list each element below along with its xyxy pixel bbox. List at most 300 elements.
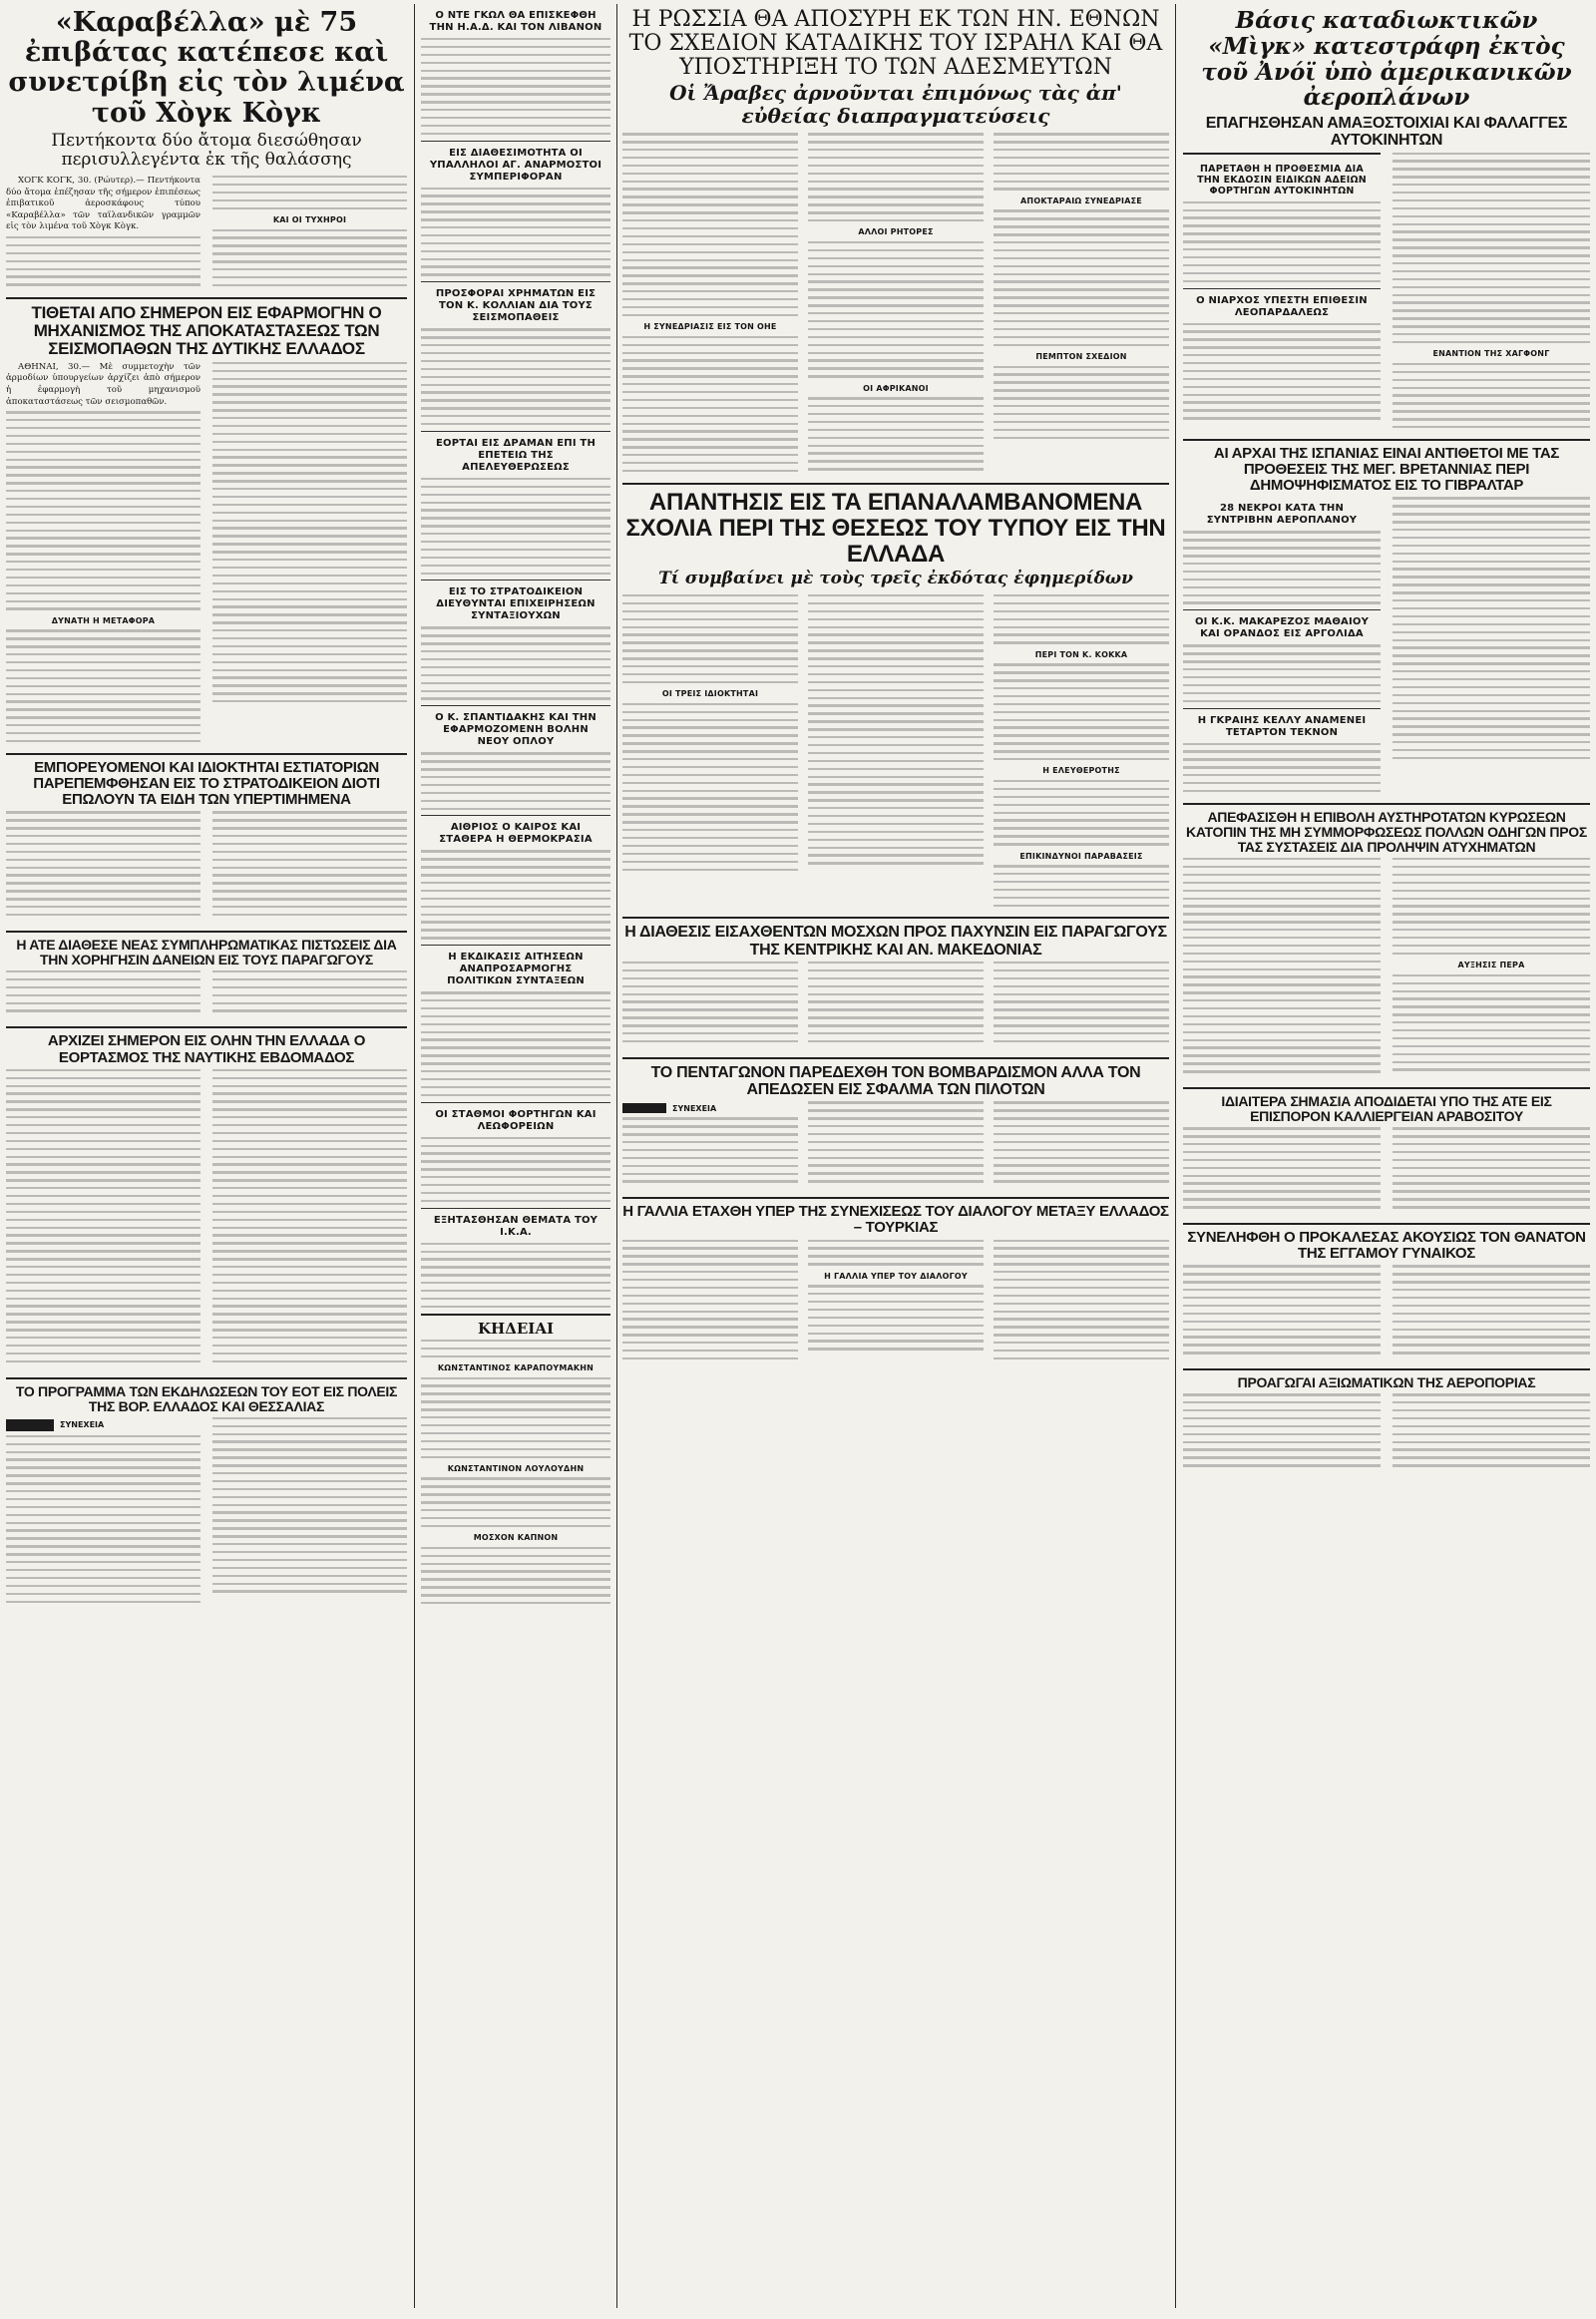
text-line [1393, 898, 1590, 900]
text-line [6, 1329, 200, 1331]
text-line [1183, 766, 1381, 768]
article-body [212, 176, 407, 209]
text-line [6, 1466, 200, 1468]
text-line [1183, 874, 1381, 876]
text-line [1183, 1441, 1381, 1443]
text-line [6, 1266, 200, 1268]
article-body [212, 970, 407, 1017]
text-line [622, 985, 798, 987]
text-line [808, 736, 984, 738]
headline: ΕΟΡΤΑΙ ΕΙΣ ΔΡΑΜΑΝ ΕΠΙ ΤΗ ΕΠΕΤΕΙΩ ΤΗΣ ΑΠΕΛΕΥΘΕΡΩΣΕΩΣ [435, 437, 597, 473]
headline: ΕΙΣ ΤΟ ΣΤΡΑΤΟΔΙΚΕΙΟΝ ΔΙΕΥΘΥΝΤΑΙ ΕΠΙΧΕΙΡΗΣΕΩΝ ΣΥΝΤΑΞΙΟΥΧΩΝ [436, 586, 596, 622]
text-line [1393, 1167, 1590, 1169]
text-line [1393, 1175, 1590, 1177]
text-line [1393, 1352, 1590, 1353]
text-line [421, 1031, 610, 1033]
article-body [1393, 497, 1590, 793]
text-line [1183, 1305, 1381, 1307]
text-line [1393, 1417, 1590, 1419]
text-line [1183, 386, 1381, 388]
text-line [421, 1046, 610, 1048]
text-line [994, 1263, 1169, 1265]
text-line [6, 427, 200, 429]
text-line [6, 906, 200, 908]
text-line [212, 1488, 407, 1490]
text-line [1393, 513, 1590, 515]
text-line [421, 682, 610, 684]
text-line [421, 541, 610, 543]
article-body [808, 241, 984, 378]
text-line [1393, 301, 1590, 303]
text-line [421, 1578, 610, 1580]
headline: ΣΥΝΕΛΗΦΘΗ Ο ΠΡΟΚΑΛΕΣΑΣ ΑΚΟΥΣΙΩΣ ΤΟΝ ΘΑΝΑΤΟΝ ΤΗΣ ΕΓΓΑΜΟΥ ΓΥΝΑΙΚΟΣ [1187, 1229, 1586, 1263]
text-line [212, 1290, 407, 1292]
text-line [6, 244, 200, 246]
text-line [212, 229, 407, 231]
text-line [1183, 370, 1381, 372]
text-line [421, 1408, 610, 1410]
section-subhead: ΑΛΛΟΙ ΡΗΤΟΡΕΣ [858, 227, 934, 237]
text-line [212, 1250, 407, 1252]
text-line [1393, 646, 1590, 648]
text-line [1183, 1448, 1381, 1450]
text-line [994, 788, 1169, 790]
text-line [421, 991, 610, 993]
text-line [808, 460, 984, 462]
text-line [6, 1179, 200, 1181]
text-line [421, 642, 610, 644]
subheadline: ΕΠΑΓΗΣΘΗΣΑΝ ΑΜΑΞΟΣΤΟΙΧΙΑΙ ΚΑΙ ΦΑΛΑΓΓΕΣ ΑΥΤΟΚΙΝΗΤΩΝ [1205, 115, 1568, 150]
text-line [994, 1295, 1169, 1297]
text-line [6, 1100, 200, 1102]
text-line [6, 569, 200, 571]
text-line [212, 441, 407, 443]
text-line [622, 681, 798, 683]
text-line [1393, 1448, 1590, 1450]
text-line [994, 758, 1169, 760]
text-line [808, 815, 984, 817]
article-body [994, 962, 1169, 1048]
text-line [1393, 1441, 1590, 1443]
text-line [6, 1187, 200, 1189]
text-line [994, 1157, 1169, 1159]
text-line [1183, 991, 1381, 993]
text-line [212, 575, 407, 577]
text-line [212, 1496, 407, 1498]
text-line [6, 466, 200, 468]
text-line [1393, 1053, 1590, 1055]
text-line [212, 890, 407, 892]
article-body [6, 236, 200, 286]
text-line [212, 433, 407, 435]
text-line [622, 157, 798, 159]
text-line [1393, 1206, 1590, 1208]
text-line [421, 1493, 610, 1495]
text-line [622, 149, 798, 151]
text-line [212, 236, 407, 238]
text-line [994, 1000, 1169, 1002]
text-line [421, 70, 610, 72]
text-line [1183, 264, 1381, 266]
text-line [994, 241, 1169, 243]
headline: ΑΙΘΡΙΟΣ Ο ΚΑΙΡΟΣ ΚΑΙ ΣΤΑΘΕΡΑ Η ΘΕΡΜΟΚΡΑΣΙΑ [439, 822, 593, 846]
text-line [994, 1125, 1169, 1127]
text-line [808, 336, 984, 338]
text-line [622, 1279, 798, 1281]
text-line [622, 423, 798, 425]
text-line [1183, 216, 1381, 218]
text-line [212, 456, 407, 458]
text-line [421, 423, 610, 425]
text-line [808, 437, 984, 439]
text-line [212, 1009, 407, 1011]
text-line [421, 1160, 610, 1162]
text-line [622, 259, 798, 261]
text-line [994, 381, 1169, 383]
headline: Η ΑΤΕ ΔΙΑΘΕΣΕ ΝΕΑΣ ΣΥΜΠΛΗΡΩΜΑΤΙΚΑΣ ΠΙΣΤΩΣΕΙΣ ΔΙΑ ΤΗΝ ΧΟΡΗΓΗΣΙΝ ΔΑΝΕΙΩΝ ΕΙΣ ΤΟΥΣ ΠΑΡΑΓΩΓΟΥΣ [16, 936, 397, 967]
text-line [212, 1543, 407, 1545]
text-line [622, 1318, 798, 1320]
text-line [808, 1164, 984, 1166]
text-line [421, 368, 610, 370]
text-line [994, 865, 1169, 867]
text-line [1393, 270, 1590, 272]
text-line [622, 165, 798, 167]
text-line [808, 1285, 984, 1287]
text-line [212, 661, 407, 663]
article-body [808, 1240, 984, 1266]
text-line [212, 1282, 407, 1284]
text-line [1393, 654, 1590, 656]
text-line [6, 1250, 200, 1252]
article-body [1183, 858, 1381, 1078]
text-line [808, 181, 984, 183]
text-line [1393, 325, 1590, 327]
text-line [212, 684, 407, 686]
text-line [1393, 1464, 1590, 1466]
text-line [421, 1440, 610, 1442]
text-line [421, 1547, 610, 1549]
text-line [1393, 639, 1590, 641]
text-line [994, 742, 1169, 744]
text-line [994, 679, 1169, 681]
text-line [421, 1416, 610, 1418]
text-line [421, 109, 610, 111]
text-line [994, 149, 1169, 151]
text-line [808, 344, 984, 346]
text-line [1393, 1336, 1590, 1338]
text-line [212, 859, 407, 861]
text-line [1183, 272, 1381, 274]
text-line [1393, 1273, 1590, 1275]
text-line [1393, 286, 1590, 288]
text-line [421, 1243, 610, 1245]
text-line [212, 700, 407, 702]
text-line [212, 449, 407, 451]
text-line [808, 320, 984, 322]
text-line [1183, 1273, 1381, 1275]
article-body [994, 133, 1169, 191]
text-line [994, 1287, 1169, 1289]
text-line [622, 813, 798, 815]
article-body [6, 411, 200, 610]
text-line [622, 703, 798, 705]
text-line [994, 618, 1169, 620]
text-line [622, 1165, 798, 1167]
text-line [622, 657, 798, 659]
text-line [421, 1448, 610, 1450]
text-line [1393, 1029, 1590, 1031]
text-line [1183, 555, 1381, 557]
text-line [994, 726, 1169, 728]
text-line [421, 1586, 610, 1588]
text-line [622, 734, 798, 736]
text-line [6, 545, 200, 547]
text-line [6, 561, 200, 563]
text-line [622, 774, 798, 776]
text-line [421, 1038, 610, 1040]
text-line [808, 760, 984, 762]
text-line [994, 265, 1169, 267]
text-line [212, 1242, 407, 1244]
text-line [1183, 256, 1381, 258]
text-line [6, 1490, 200, 1492]
text-line [994, 1141, 1169, 1143]
text-line [1183, 378, 1381, 380]
text-line [808, 219, 984, 221]
text-line [1183, 1039, 1381, 1041]
text-line [808, 744, 984, 746]
text-line [808, 1032, 984, 1034]
text-line [808, 641, 984, 643]
text-line [6, 1321, 200, 1323]
text-line [622, 1357, 798, 1359]
text-line [421, 768, 610, 770]
main-headline: Η ΡΩΣΣΙΑ ΘΑ ΑΠΟΣΥΡΗ ΕΚ ΤΩΝ ΗΝ. ΕΘΝΩΝ ΤΟ ΣΧΕΔΙΟΝ ΚΑΤΑΔΙΚΗΣ ΤΟΥ ΙΣΡΑΗΛ ΚΑΙ ΘΑ ΥΠΟΣΤΗΡΙΞΗ ΤΟ ΤΩΝ ΑΔΕΣΜΕΥΤΩΝ [628, 7, 1163, 80]
text-line [421, 898, 610, 900]
text-line [1183, 676, 1381, 678]
text-line [421, 1400, 610, 1402]
text-line [1183, 1289, 1381, 1291]
text-line [622, 1032, 798, 1034]
text-line [6, 1132, 200, 1134]
text-line [212, 472, 407, 474]
text-line [994, 1311, 1169, 1313]
text-line [212, 1140, 407, 1142]
text-line [421, 874, 610, 876]
lead-headline: Βάσις καταδιωκτικῶν «Μὶγκ» κατεστράφη ἐκτὸς τοῦ Ἀνόϊ ὑπὸ ἀμερικανικῶν ἀεροπλάνων [1201, 7, 1572, 112]
text-line [1393, 254, 1590, 256]
text-line [1183, 1143, 1381, 1145]
text-line [6, 1234, 200, 1236]
text-line [808, 452, 984, 454]
text-line [6, 1282, 200, 1284]
text-line [6, 1258, 200, 1260]
text-line [994, 336, 1169, 338]
text-line [622, 821, 798, 823]
text-line [212, 535, 407, 537]
text-line [994, 288, 1169, 290]
text-line [212, 906, 407, 908]
text-line [622, 766, 798, 768]
text-line [808, 1008, 984, 1010]
text-line [994, 280, 1169, 282]
text-line [6, 827, 200, 829]
text-line [212, 504, 407, 506]
text-line [808, 352, 984, 354]
text-line [421, 650, 610, 652]
text-line [808, 799, 984, 801]
text-line [808, 831, 984, 833]
text-line [212, 874, 407, 876]
text-line [212, 1417, 407, 1419]
text-line [421, 565, 610, 567]
text-line [212, 184, 407, 186]
text-line [6, 1305, 200, 1307]
text-line [808, 288, 984, 290]
text-line [1183, 1167, 1381, 1169]
text-line [994, 796, 1169, 798]
text-line [994, 1016, 1169, 1018]
text-line [808, 783, 984, 785]
text-line [622, 235, 798, 237]
text-line [1393, 686, 1590, 688]
text-line [1183, 905, 1381, 907]
text-line [1183, 782, 1381, 784]
text-line [421, 1274, 610, 1276]
text-line [994, 296, 1169, 298]
text-line [1393, 717, 1590, 719]
text-line [1183, 1015, 1381, 1017]
text-line [622, 133, 798, 135]
text-line [6, 1514, 200, 1516]
text-line [6, 859, 200, 861]
text-line [421, 666, 610, 668]
text-line [1183, 224, 1381, 226]
text-line [1393, 1344, 1590, 1346]
article-body [212, 362, 407, 703]
text-line [212, 401, 407, 403]
text-line [6, 482, 200, 484]
text-line [421, 533, 610, 535]
text-line [212, 1077, 407, 1079]
text-line [421, 1094, 610, 1096]
text-line [1393, 1401, 1590, 1403]
text-line [808, 1000, 984, 1002]
text-line [421, 38, 610, 40]
article-body [622, 594, 798, 683]
section-subhead: ΠΕΜΠΤΟΝ ΣΧΕΔΙΟΝ [1035, 352, 1127, 361]
text-line [808, 969, 984, 971]
text-line [421, 210, 610, 212]
text-line [421, 376, 610, 378]
text-line [994, 602, 1169, 604]
article-body [1393, 153, 1590, 344]
text-line [6, 819, 200, 821]
text-line [622, 1040, 798, 1042]
text-line [6, 592, 200, 594]
text-line [1393, 1425, 1590, 1427]
text-line [1393, 199, 1590, 201]
text-line [212, 1092, 407, 1094]
text-line [421, 808, 610, 810]
text-line [1183, 913, 1381, 915]
text-line [622, 969, 798, 971]
text-line [808, 1180, 984, 1182]
text-line [994, 1326, 1169, 1328]
text-line [421, 1424, 610, 1426]
text-line [421, 1517, 610, 1519]
text-line [808, 429, 984, 431]
text-line [1183, 660, 1381, 662]
text-line [421, 1062, 610, 1064]
text-line [1183, 692, 1381, 694]
text-line [212, 417, 407, 419]
text-line [1393, 561, 1590, 563]
text-line [421, 384, 610, 386]
text-line [994, 225, 1169, 227]
text-line [212, 1203, 407, 1205]
text-line [6, 986, 200, 988]
text-line [1183, 346, 1381, 348]
text-line [622, 1117, 798, 1119]
text-line [212, 543, 407, 545]
text-line [6, 459, 200, 461]
text-line [6, 1148, 200, 1150]
text-line [6, 1313, 200, 1315]
text-line [212, 192, 407, 193]
text-line [808, 173, 984, 175]
text-line [622, 626, 798, 628]
text-line [421, 1145, 610, 1147]
text-line [212, 835, 407, 837]
text-line [1183, 248, 1381, 250]
text-line [808, 468, 984, 470]
text-line [421, 1477, 610, 1479]
text-line [808, 367, 984, 369]
text-line [1183, 1190, 1381, 1192]
text-line [212, 637, 407, 639]
text-line [421, 1563, 610, 1565]
text-line [212, 669, 407, 671]
text-line [808, 1024, 984, 1026]
text-line [212, 1195, 407, 1197]
text-line [421, 549, 610, 551]
kicker-ornament-icon [622, 1103, 666, 1113]
text-line [622, 227, 798, 229]
text-line [1393, 725, 1590, 727]
text-line [1393, 363, 1590, 365]
text-line [6, 914, 200, 916]
text-line [421, 1392, 610, 1394]
text-line [1393, 1321, 1590, 1323]
article-body [622, 703, 798, 871]
text-line [808, 1040, 984, 1042]
text-line [808, 776, 984, 778]
text-line [212, 260, 407, 262]
text-line [421, 752, 610, 754]
text-line [421, 890, 610, 892]
text-line [622, 211, 798, 213]
text-line [994, 273, 1169, 275]
section-subhead: ΕΝΑΝΤΙΟΝ ΤΗΣ ΧΑΓΦΟΝΓ [1432, 349, 1550, 359]
text-line [1393, 945, 1590, 947]
text-line [421, 46, 610, 48]
text-line [212, 1211, 407, 1213]
text-line [994, 905, 1169, 907]
text-line [808, 1240, 984, 1242]
text-line [1183, 1007, 1381, 1009]
